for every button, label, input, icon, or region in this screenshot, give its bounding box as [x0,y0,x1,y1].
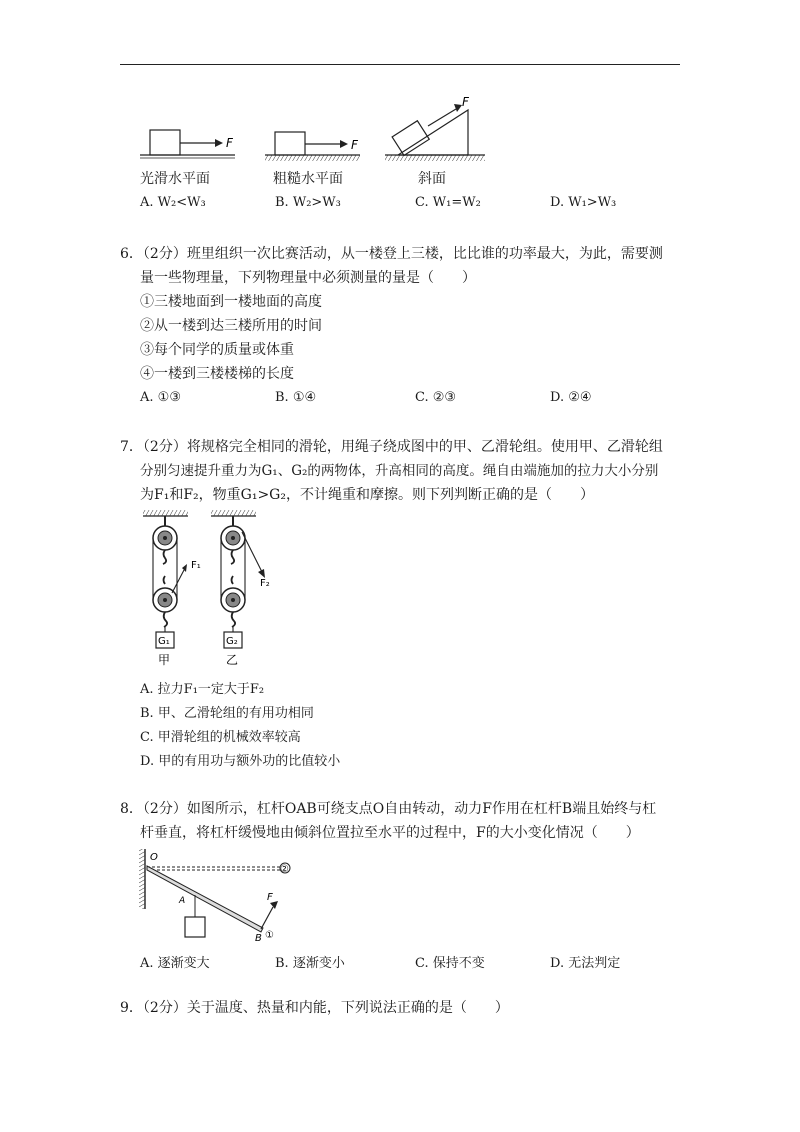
incline-force-label: F [462,95,469,109]
option-letter: D. [140,754,155,769]
q7-score: （2分） [142,439,187,455]
q5-option-d[interactable] [550,195,616,210]
q5-option-a[interactable] [140,195,206,210]
q7-stem-line2: 分别匀速提升重力为G₁、G₂的两物体，升高相同的高度。绳自由端施加的拉力大小分别 [140,463,659,479]
q7-stem-line3: 为F₁和F₂，物重G₁>G₂，不计绳重和摩擦。则下列判断正确的是（ ） [140,487,594,503]
q6-option-a[interactable] [140,390,181,405]
option-letter: A. [140,956,154,971]
incline-ground-hatch [385,155,485,161]
q7-option-a[interactable] [140,678,264,697]
smooth-block [150,130,180,155]
q7-stem-line1 [120,435,663,459]
option-letter: C. [415,956,429,971]
pivot-label: O [150,852,158,863]
q6-option-b[interactable] [275,390,316,405]
point-a-label: A [179,896,186,906]
q5-rough-surface-figure [260,120,370,168]
q7-option-d[interactable] [140,750,340,769]
option-letter: D. [550,390,565,405]
q6-item-1: ①三楼地面到一楼地面的高度 [140,294,322,310]
q8-stem-line2: 杆垂直，将杠杆缓慢地由倾斜位置拉至水平的过程中，F的大小变化情况（ ） [140,825,640,841]
jia-movable-pulley-axle [163,598,167,602]
rough-force-label: F [351,138,358,152]
q8-option-d[interactable] [550,952,620,971]
smooth-force-label: F [226,136,233,150]
yi-bottom-hook [232,612,235,627]
rough-block [275,132,305,155]
yi-movable-hook-top [232,576,234,584]
option-text: 甲滑轮组的机械效率较高 [157,730,301,745]
q9-number: 9． [120,1000,143,1016]
jia-weight-label: G₁ [158,636,170,647]
incline-label: 斜面 [418,171,446,187]
q6-stem-line1 [120,242,663,266]
position-2-label: ② [280,864,289,875]
yi-fixed-hook [231,550,234,564]
rough-force-arrowhead [340,140,348,148]
option-text: 逐渐变小 [292,956,345,971]
option-letter: A. [140,195,154,210]
option-text: ②④ [568,390,592,405]
option-text: 拉力F₁一定大于F₂ [157,682,265,697]
option-letter: A. [140,682,154,697]
wall-hatch [139,849,145,909]
option-text: ②③ [432,390,457,405]
q6-score: （2分） [142,246,187,262]
option-letter: A. [140,390,154,405]
option-text: 甲的有用功与额外功的比值较小 [158,754,341,769]
position-1-label: ① [265,930,274,941]
q7-stem-text1: 将规格完全相同的滑轮，用绳子绕成图中的甲、乙滑轮组。使用甲、乙滑轮组 [186,439,663,455]
q9-score: （2分） [142,1000,187,1016]
option-text: W₁>W₃ [568,195,617,210]
weight-block [185,917,205,937]
option-text: W₂<W₃ [157,195,206,210]
option-text: W₂>W₃ [292,195,341,210]
option-text: ①③ [157,390,181,405]
jia-free-end-rope [172,570,184,593]
yi-weight-label: G₂ [226,636,238,647]
option-text: 保持不变 [432,956,485,971]
q5-option-c[interactable] [415,195,481,210]
q6-stem-text1: 班里组织一次比赛活动，从一楼登上三楼，比比谁的功率最大，为此，需要测 [186,246,663,262]
q6-stem-line2: 量一些物理量，下列物理量中必须测量的量是（ ） [140,270,476,286]
option-letter: D. [550,956,565,971]
jia-ceiling-hatch [143,510,188,516]
jia-movable-hook-top [164,576,166,584]
q8-lever-figure [135,845,305,945]
q8-stem-line1 [120,797,656,821]
jia-force-arrowhead [182,564,187,572]
q8-score: （2分） [142,801,187,817]
option-text: 甲、乙滑轮组的有用功相同 [157,706,314,721]
jia-fixed-hook [163,550,166,564]
q8-option-a[interactable] [140,952,210,971]
option-letter: B. [275,195,289,210]
header-rule [120,64,680,65]
q7-option-c[interactable] [140,726,301,745]
q5-incline-figure [380,92,490,168]
yi-ceiling-hatch [211,510,256,516]
yi-movable-pulley-axle [231,598,235,602]
q6-option-d[interactable] [550,390,592,405]
yi-force-label: F₂ [260,578,270,589]
q5-option-b[interactable] [275,195,341,210]
option-letter: B. [275,956,289,971]
incline-force-arrowhead [454,104,462,112]
yi-label: 乙 [226,653,239,667]
option-letter: C. [415,195,429,210]
yi-fixed-pulley-axle [231,536,235,540]
force-arrow-line [261,907,273,929]
option-letter: D. [550,195,565,210]
q6-item-2: ②从一楼到达三楼所用的时间 [140,318,322,334]
incline-triangle [398,110,468,155]
q8-stem-text1: 如图所示，杠杆OAB可绕支点O自由转动，动力F作用在杠杆B端且始终与杠 [186,801,657,817]
q8-option-c[interactable] [415,952,485,971]
smooth-force-arrowhead [215,139,223,147]
q8-number: 8． [120,801,143,817]
rough-surface-label: 粗糙水平面 [273,171,343,187]
option-letter: B. [140,706,154,721]
jia-fixed-pulley-axle [163,536,167,540]
jia-force-label: F₁ [191,560,201,571]
q7-number: 7． [120,439,143,455]
option-text: ①④ [292,390,317,405]
option-text: 无法判定 [568,956,621,971]
q7-option-b[interactable] [140,702,314,721]
q6-item-4: ④一楼到三楼楼梯的长度 [140,366,294,382]
force-label: F [267,892,273,903]
q6-item-3: ③每个同学的质量或体重 [140,342,294,358]
jia-bottom-hook [164,612,167,627]
option-letter: B. [275,390,289,405]
q9-stem-line1 [120,996,509,1020]
q8-option-b[interactable] [275,952,345,971]
q6-number: 6． [120,246,143,262]
q6-option-c[interactable] [415,390,456,405]
q9-stem-text1: 关于温度、热量和内能，下列说法正确的是（ ） [186,1000,509,1016]
q5-smooth-surface-figure [135,120,245,164]
point-b-label: B [255,933,262,944]
yi-force-arrowhead [258,569,265,578]
smooth-surface-label: 光滑水平面 [140,171,210,187]
incline-force-arrow-line [428,109,456,126]
rough-ground-hatch [265,155,360,161]
option-text: 逐渐变大 [157,956,210,971]
q7-pulley-figure [138,508,278,668]
option-text: W₁=W₂ [432,195,481,210]
option-letter: C. [140,730,154,745]
option-letter: C. [415,390,429,405]
jia-label: 甲 [158,653,171,667]
